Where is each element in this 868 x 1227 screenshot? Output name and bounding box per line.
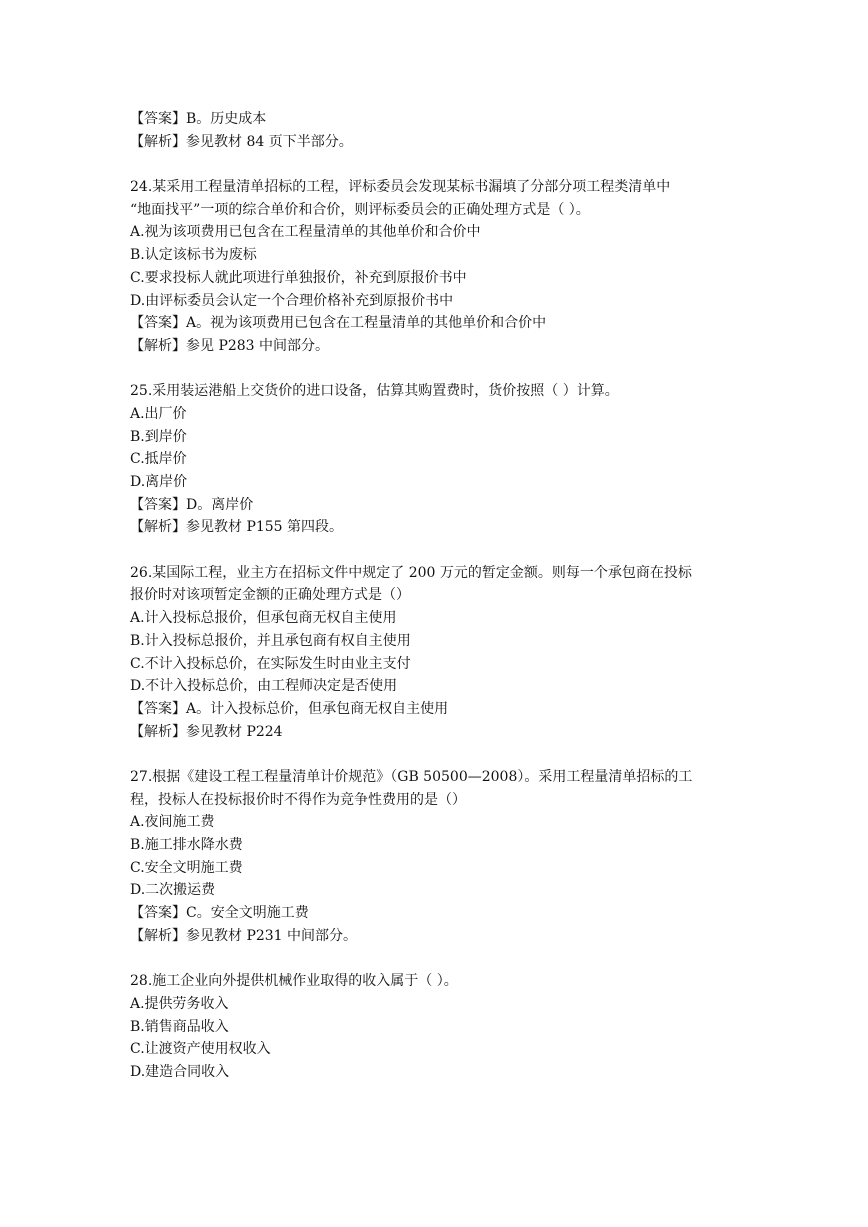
question-24-option-b: B.认定该标书为废标 [130, 247, 257, 264]
question-25-stem-line-1: 25.采用装运港船上交货价的进口设备，估算其购置费时，货价按照（ ）计算。 [130, 383, 619, 400]
question-27 [130, 766, 740, 948]
question-28-stem-line-1: 28.施工企业向外提供机械作业取得的收入属于（ ）。 [130, 973, 458, 990]
question-25-analysis: 【解析】参见教材 P155 第四段。 [130, 519, 344, 536]
question-26-option-c: C.不计入投标总价，在实际发生时由业主支付 [130, 655, 411, 672]
paragraph-gap [130, 153, 740, 176]
question-24-option-a: A.视为该项费用已包含在工程量清单的其他单价和合价中 [130, 224, 481, 241]
question-24-stem-line-1: 24.某采用工程量清单招标的工程，评标委员会发现某标书漏填了分部分项工程类清单中 [130, 179, 671, 196]
question-27-option-d: D.二次搬运费 [130, 882, 216, 899]
question-27-answer: 【答案】C。安全文明施工费 [130, 905, 309, 922]
question-26-answer: 【答案】A。计入投标总价，但承包商无权自主使用 [130, 700, 449, 717]
question-25-option-c: C.抵岸价 [130, 451, 187, 468]
question-24-answer: 【答案】A。视为该项费用已包含在工程量清单的其他单价和合价中 [130, 315, 547, 332]
question-28-option-c: C.让渡资产使用权收入 [130, 1041, 271, 1058]
question-27-option-a: A.夜间施工费 [130, 814, 215, 831]
question-26-option-a: A.计入投标总报价，但承包商无权自主使用 [130, 610, 397, 627]
question-26-stem-line-1: 26.某国际工程，业主方在招标文件中规定了 200 万元的暂定金额。则每一个承包商在投标 [130, 564, 692, 581]
question-28-option-a: A.提供劳务收入 [130, 995, 229, 1012]
question-25-option-b: B.到岸价 [130, 428, 187, 445]
question-24 [130, 176, 740, 358]
paragraph-gap [130, 358, 740, 381]
question-25-option-a: A.出厂价 [130, 405, 187, 422]
paragraph-gap [130, 743, 740, 766]
intro-analysis: 【解析】参见教材 84 页下半部分。 [130, 133, 353, 150]
question-27-stem-line-2: 程，投标人在投标报价时不得作为竞争性费用的是（） [130, 791, 466, 808]
question-25 [130, 380, 740, 539]
question-24-stem-line-2: “地面找平”一项的综合单价和合价，则评标委员会的正确处理方式是（ ）。 [130, 201, 590, 218]
question-27-analysis: 【解析】参见教材 P231 中间部分。 [130, 927, 358, 944]
question-28-option-d: D.建造合同收入 [130, 1063, 230, 1080]
question-28 [130, 970, 740, 1083]
question-24-option-c: C.要求投标人就此项进行单独报价，补充到原报价书中 [130, 269, 467, 286]
paragraph-gap [130, 539, 740, 562]
question-28-option-b: B.销售商品收入 [130, 1018, 229, 1035]
question-25-answer: 【答案】D。离岸价 [130, 496, 254, 513]
question-27-option-b: B.施工排水降水费 [130, 837, 243, 853]
paragraph-gap [130, 947, 740, 970]
question-26-stem-line-2: 报价时对该项暂定金额的正确处理方式是（） [130, 587, 410, 604]
question-26-option-d: D.不计入投标总价，由工程师决定是否使用 [130, 678, 398, 695]
question-26-analysis: 【解析】参见教材 P224 [130, 723, 283, 740]
question-24-option-d: D.由评标委员会认定一个合理价格补充到原报价书中 [130, 292, 454, 309]
question-26 [130, 562, 740, 744]
question-27-stem-line-1: 27.根据《建设工程工程量清单计价规范》（GB 50500—2008）。采用工程量清单招标的工 [130, 768, 693, 785]
question-24-analysis: 【解析】参见 P283 中间部分。 [130, 337, 330, 354]
question-27-option-c: C.安全文明施工费 [130, 859, 243, 876]
question-26-option-b: B.计入投标总报价，并且承包商有权自主使用 [130, 632, 411, 649]
intro-answer: 【答案】B。历史成本 [130, 111, 267, 127]
question-25-option-d: D.离岸价 [130, 474, 188, 490]
document-body [130, 108, 740, 1084]
